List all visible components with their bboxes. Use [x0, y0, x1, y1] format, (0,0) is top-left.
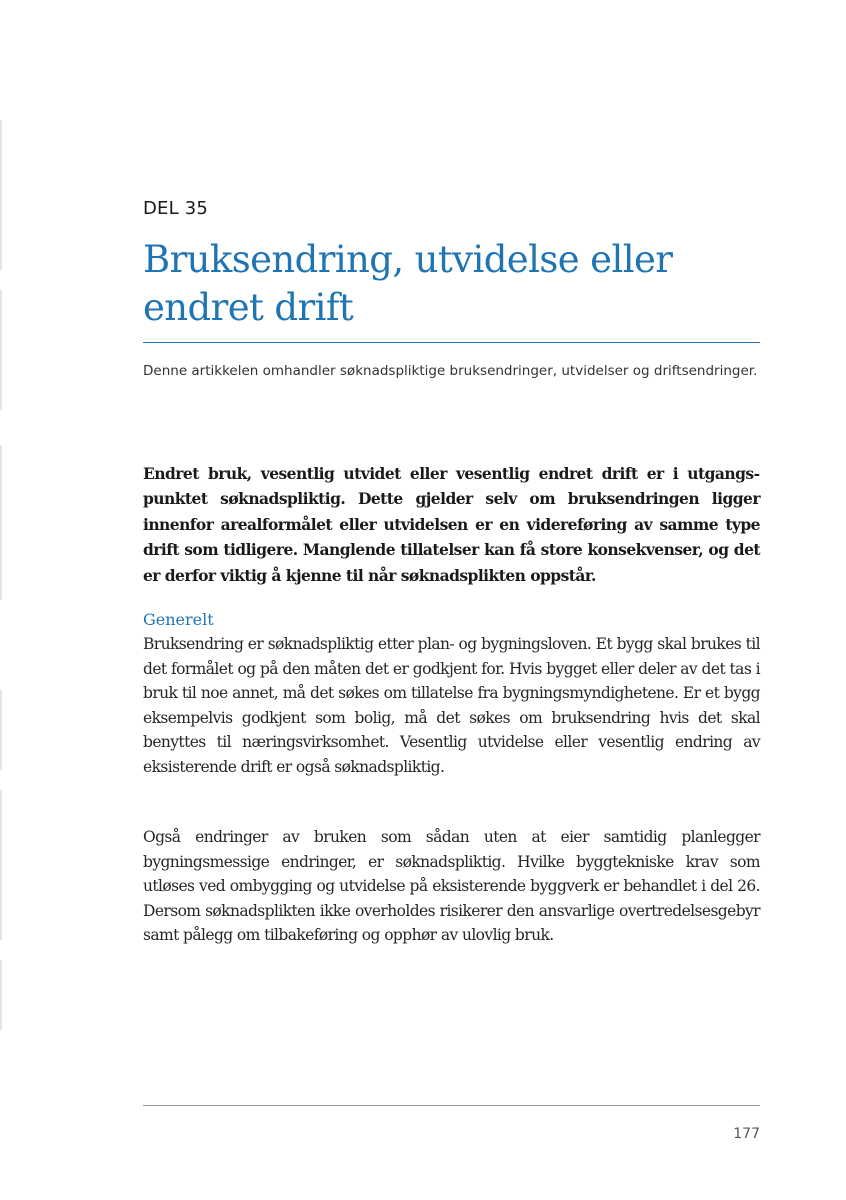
section-heading: Generelt	[143, 610, 214, 629]
page-number: 177	[733, 1126, 760, 1142]
body-paragraph-1: Bruksendring er søknadspliktig etter plan- og bygningsloven. Et bygg skal brukes til det formålet og på den måten det er godkjent for. Hvis bygget eller deler av det tas i bruk til noe annet, må det søkes om tillatelse fra bygningsmyndighetene. Er et bygg eksempelvis godkjent som bolig, må det søkes om bruksendring hvis det skal benyttes til næringsvirksomhet. Vesentlig utvidelse eller vesentlig endring av eksisterende drift er også søknadspliktig.	[143, 635, 760, 776]
intro-text: Denne artikkelen omhandler søknadspliktige bruksendringer, utvidelser og driftsendringer.	[143, 363, 758, 379]
part-label: DEL 35	[143, 198, 209, 219]
footer-divider	[143, 1105, 760, 1106]
body-paragraph-2: Også endringer av bruken som sådan uten at eier samtidig planlegger bygningsmessige endringer, er søknadspliktig. Hvilke byggtekniske krav som utløses ved ombygging og utvidelse på eksisterende byggverk er behandlet i del 26. Dersom søknadsplikten ikke overholdes risikerer den ansvarlige overtredelsesgebyr samt pålegg om tilbakeføring og opphør av ulovlig bruk.	[143, 828, 760, 945]
title-divider	[143, 342, 760, 343]
page-title: Bruksendring, utvidelse eller endret drift	[143, 238, 673, 329]
page-edge-marks	[0, 0, 3, 1200]
lead-paragraph: Endret bruk, vesentlig utvidet eller vesentlig endret drift er i utgangspunktet søknadspliktig. Dette gjelder selv om bruksendringen ligger innenfor arealformålet eller utvidelsen er en videreføring av samme type drift som tidligere. Manglende tillatelser kan få store konsekvenser, og det er derfor viktig å kjenne til når søknadsplikten oppstår.	[143, 464, 760, 585]
